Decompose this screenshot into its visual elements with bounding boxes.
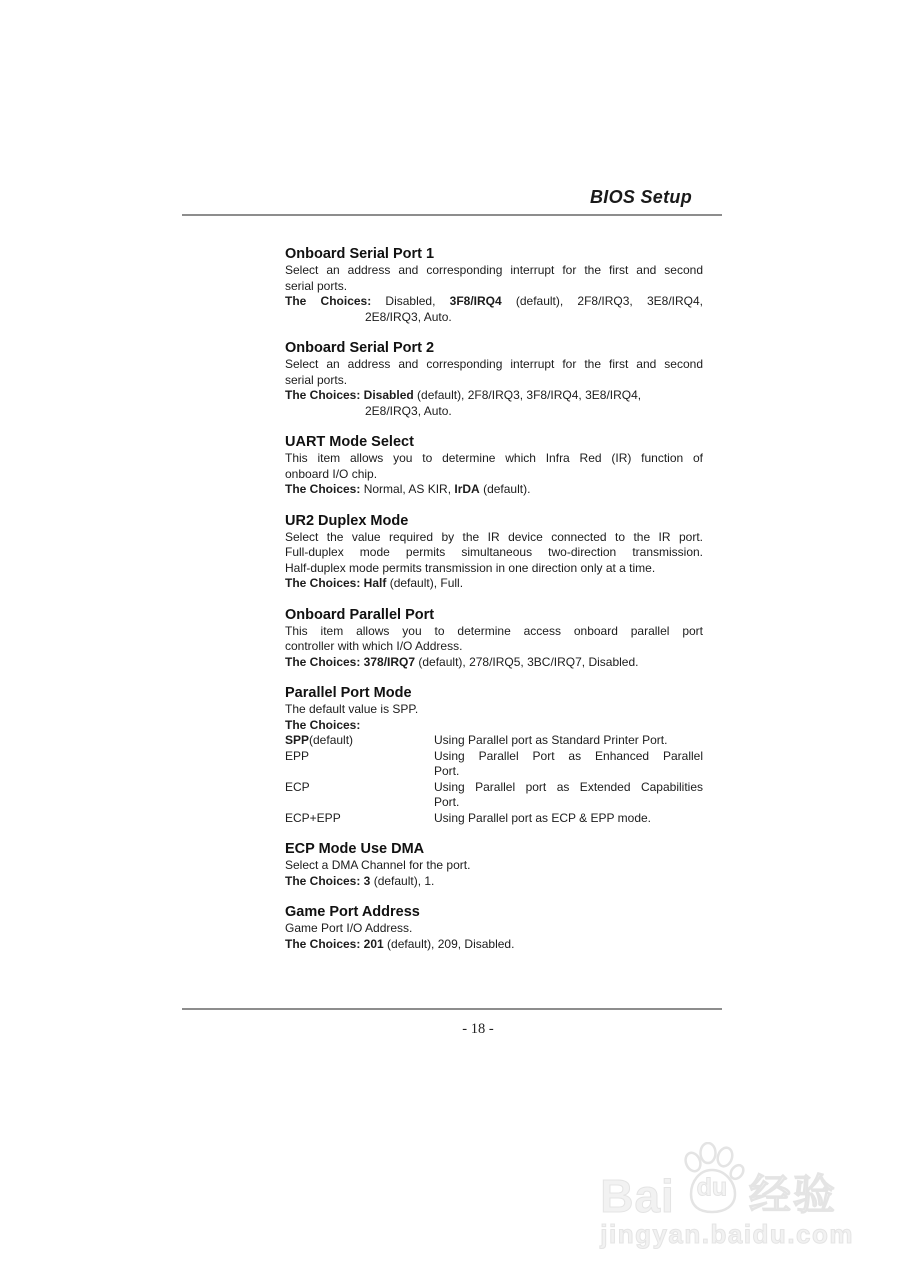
text-line (285, 279, 703, 295)
bold-text: The Choices: (285, 482, 361, 496)
watermark-logo (600, 1142, 854, 1222)
choice-row (285, 749, 703, 780)
section-title: ECP Mode Use DMA (285, 841, 425, 857)
text-line (285, 467, 703, 483)
text-line (285, 482, 703, 498)
text: This item allows you to determine access onboard parallel port (285, 623, 703, 638)
manual-section (285, 340, 703, 419)
text: serial ports. (285, 278, 348, 293)
text: Normal, AS KIR, (360, 482, 455, 496)
choice-description (434, 733, 703, 749)
footer-rule (182, 1008, 722, 1010)
text-line (434, 764, 703, 780)
watermark (600, 1142, 854, 1250)
text-line (285, 655, 703, 671)
text: Port. (434, 764, 460, 778)
text: Select an address and corresponding interrupt for the first and second (285, 263, 703, 277)
text: Half-duplex mode permits transmission in one direction only at a time. (285, 560, 656, 575)
text: (default) (309, 733, 354, 747)
section-title: Game Port Address (285, 904, 420, 920)
text: (default), Full. (386, 576, 464, 590)
text-line (285, 451, 703, 467)
text: 2E8/IRQ3, Auto. (365, 309, 452, 324)
bold-text: The Choices: 201 (285, 936, 384, 951)
text: Using Parallel port as ECP & EPP mode. (434, 810, 651, 825)
text: Select a DMA Channel for the port. (285, 858, 471, 872)
watermark-url: jingyan.baidu.com (600, 1219, 854, 1249)
choice-key (285, 811, 434, 827)
text: (default). (479, 482, 531, 496)
text: ECP+EPP (285, 810, 341, 825)
bold-text: IrDA (454, 482, 480, 496)
header-rule (182, 214, 722, 216)
section-title: Parallel Port Mode (285, 685, 412, 701)
choice-key (285, 749, 434, 780)
manual-section (285, 513, 703, 592)
paw-icon (677, 1142, 747, 1216)
text: The default value is SPP. (285, 702, 419, 716)
manual-content (285, 246, 703, 967)
text: (default), 1. (370, 873, 435, 888)
text: (default), 278/IRQ5, 3BC/IRQ7, Disabled. (415, 654, 639, 669)
text: (default), 2F8/IRQ3, 3E8/IRQ4, (501, 294, 703, 308)
text-line (285, 310, 703, 326)
page-number: - 18 - (462, 1021, 494, 1037)
text-line (285, 357, 703, 373)
text-line (285, 373, 703, 389)
text-line (285, 561, 703, 577)
watermark-jingyan-text: 经验 (748, 1171, 837, 1218)
text-line (285, 388, 703, 404)
bold-text: The Choices: 378/IRQ7 (285, 654, 416, 669)
text: (default), 2F8/IRQ3, 3F8/IRQ4, 3E8/IRQ4, (413, 388, 642, 402)
manual-section (285, 607, 703, 671)
bold-text: SPP (285, 733, 310, 747)
text: 2E8/IRQ3, Auto. (365, 403, 452, 418)
text-line (285, 545, 703, 561)
text: Select the value required by the IR device connected to the IR port. (285, 529, 703, 544)
text: onboard I/O chip. (285, 466, 378, 481)
manual-section (285, 841, 703, 889)
text-line (434, 733, 703, 749)
watermark-du-text: du (696, 1173, 728, 1202)
text: Using Parallel Port as Enhanced Parallel (434, 748, 703, 763)
bold-text: The Choices: (285, 717, 361, 732)
text-line (285, 639, 703, 655)
bold-text: The Choices: (285, 294, 372, 308)
manual-section (285, 904, 703, 952)
bold-text: 3F8/IRQ4 (449, 294, 502, 308)
text-line (434, 749, 703, 765)
text-line (285, 718, 703, 734)
manual-section (285, 434, 703, 498)
text: controller with which I/O Address. (285, 639, 463, 653)
bold-text: The Choices: Half (285, 576, 387, 590)
section-title: UART Mode Select (285, 434, 414, 450)
choice-description (434, 811, 703, 827)
text: Using Parallel port as Extended Capabilities (434, 779, 703, 794)
text-line (285, 576, 703, 592)
choice-key (285, 733, 434, 749)
choice-row (285, 733, 703, 749)
text-line (285, 858, 703, 874)
text-line (285, 937, 703, 953)
text-line (434, 811, 703, 827)
text: serial ports. (285, 372, 348, 387)
manual-section (285, 685, 703, 826)
section-title: Onboard Serial Port 1 (285, 246, 435, 262)
text: Disabled, (371, 294, 450, 308)
text: ECP (285, 779, 310, 794)
text: This item allows you to determine which Infra Red (IR) function of (285, 451, 703, 465)
text-line (285, 294, 703, 310)
bold-text: The Choices: Disabled (285, 388, 414, 402)
page-title: BIOS Setup (589, 187, 692, 207)
text-line (285, 702, 703, 718)
choice-key (285, 780, 434, 811)
text-line (285, 530, 703, 546)
choice-description (434, 780, 703, 811)
text-line (285, 874, 703, 890)
text-line (285, 921, 703, 937)
text: Game Port I/O Address. (285, 921, 413, 935)
text: Full-duplex mode permits simultaneous two-direction transmission. (285, 545, 703, 559)
watermark-bai-text: Bai (600, 1169, 675, 1222)
section-title: Onboard Serial Port 2 (285, 340, 435, 356)
text: Port. (434, 795, 460, 809)
choice-description (434, 749, 703, 780)
bold-text: The Choices: 3 (285, 873, 371, 888)
text-line (285, 624, 703, 640)
text-line (434, 780, 703, 796)
choice-row (285, 780, 703, 811)
text: Using Parallel port as Standard Printer Port. (434, 733, 668, 747)
text: EPP (285, 748, 310, 763)
text-line (285, 404, 703, 420)
text-line (434, 795, 703, 811)
choice-row (285, 811, 703, 827)
text-line (285, 263, 703, 279)
manual-section (285, 246, 703, 325)
section-title: Onboard Parallel Port (285, 606, 435, 623)
text: (default), 209, Disabled. (383, 936, 515, 951)
text: Select an address and corresponding interrupt for the first and second (285, 357, 703, 371)
section-title: UR2 Duplex Mode (285, 512, 409, 529)
